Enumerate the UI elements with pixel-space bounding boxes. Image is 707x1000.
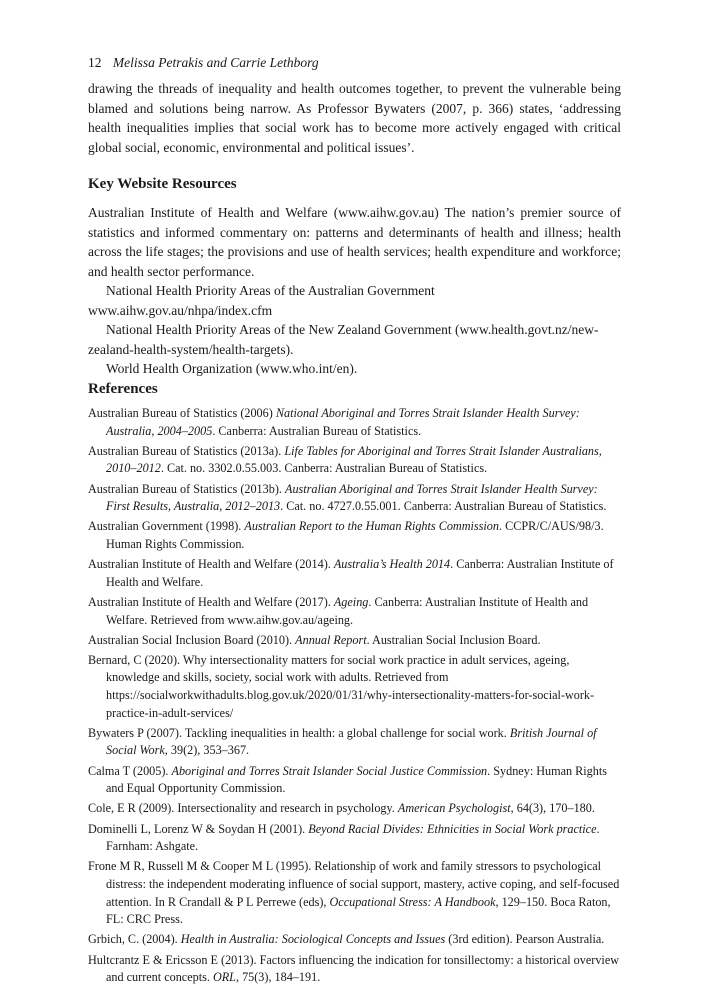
website-resources-heading: Key Website Resources bbox=[88, 176, 237, 192]
reference-text: Australian Government (1998). bbox=[88, 519, 245, 534]
reference-text: Hultcrantz E & Ericsson E (2013). Factors influencing the indication for tonsillectomy: a historical overview and current concepts. bbox=[88, 952, 620, 985]
reference-text: Cole, E R (2009). Intersectionality and research in psychology. bbox=[88, 801, 398, 816]
reference-text: Australian Social Inclusion Board (2010). bbox=[88, 632, 296, 647]
reference-text: Australian Bureau of Statistics (2006) bbox=[88, 406, 276, 420]
reference-text: Grbich, C. (2004). bbox=[88, 932, 181, 947]
reference-item bbox=[88, 443, 621, 478]
reference-text: , 39(2), 353–367. bbox=[164, 743, 250, 758]
reference-text: , 75(3), 184–191. bbox=[235, 970, 321, 985]
resource-item: National Health Priority Areas of the Australian Government www.aihw.gov.au/nhpa/index.cfm bbox=[88, 283, 435, 318]
reference-text: Australian Institute of Health and Welfare (2017). bbox=[88, 594, 334, 609]
reference-text: . Canberra: Australian Institute of Health and Welfare. bbox=[106, 557, 614, 589]
reference-title: American Psychologist bbox=[397, 801, 511, 816]
reference-item bbox=[88, 931, 621, 949]
reference-text: Dominelli L, Lorenz W & Soydan H (2001). bbox=[88, 821, 309, 836]
reference-text: . Australian Social Inclusion Board. bbox=[366, 632, 541, 647]
reference-text: Frone M R, Russell M & Cooper M L (1995). Relationship of work and family stressors to psychological distress: the independent moderating influence of social support, mastery, active coping, and self-focused attention. In R Crandall & P L Perrewe (eds), bbox=[88, 859, 620, 909]
reference-item bbox=[88, 594, 621, 629]
reference-text: . Canberra: Australian Institute of Health and Welfare. Retrieved from www.aihw.gov.au/ageing. bbox=[106, 594, 589, 627]
reference-text: (3rd edition). Pearson Australia. bbox=[445, 932, 605, 947]
reference-text: . Canberra: Australian Bureau of Statistics. bbox=[212, 423, 422, 438]
reference-title: Australia’s Health 2014 bbox=[333, 557, 451, 572]
reference-item bbox=[88, 725, 621, 760]
reference-title: British Journal of Social Work bbox=[106, 725, 597, 758]
reference-text: , 64(3), 170–180. bbox=[510, 801, 595, 816]
reference-item bbox=[88, 556, 621, 591]
intro-paragraph: drawing the threads of inequality and health outcomes together, to prevent the vulnerable being blamed and solutions being narrow. As Professor Bywaters (2007, p. 366) states, ‘addressing health inequalities implies that social work has to become more actively engaged with critical global social, economic, environmental and political issues’. bbox=[88, 81, 621, 155]
reference-text: . Sydney: Human Rights and Equal Opportunity Commission. bbox=[106, 763, 608, 796]
reference-title: National Aboriginal and Torres Strait Islander Health Survey: Australia, 2004–2005 bbox=[106, 406, 580, 438]
reference-title: Ageing bbox=[333, 594, 369, 609]
reference-text: . Cat. no. 3302.0.55.003. Canberra: Australian Bureau of Statistics. bbox=[160, 461, 488, 476]
reference-item bbox=[88, 858, 621, 928]
reference-text: . Cat. no. 4727.0.55.001. Canberra: Australian Bureau of Statistics. bbox=[280, 499, 607, 514]
reference-title: Australian Report to the Human Rights Commission bbox=[244, 519, 499, 534]
references-heading: References bbox=[88, 381, 158, 397]
reference-item bbox=[88, 518, 621, 553]
reference-text: , 129–150. Boca Raton, FL: CRC Press. bbox=[106, 894, 611, 927]
reference-text: . CCPR/C/AUS/98/3. Human Rights Commission. bbox=[106, 519, 604, 551]
reference-text: Australian Bureau of Statistics (2013a). bbox=[88, 443, 285, 458]
running-head bbox=[88, 54, 621, 72]
reference-text: Australian Institute of Health and Welfare (2014). bbox=[88, 557, 334, 572]
reference-item bbox=[88, 652, 621, 722]
reference-text: . Farnham: Ashgate. bbox=[106, 821, 600, 854]
running-head-authors: Melissa Petrakis and Carrie Lethborg bbox=[112, 55, 319, 70]
reference-item bbox=[88, 952, 621, 987]
reference-title: Health in Australia: Sociological Concepts and Issues bbox=[180, 932, 446, 947]
reference-text: Bernard, C (2020). Why intersectionality matters for social work practice in adult services, ageing, knowledge and skills, society, social work with adults. Retrieved from https://socialworkwithadults.blog.gov.uk/2020/01/31/why-intersectionality-matters-for-social-work-practice-in-adult-services/ bbox=[88, 652, 595, 720]
references-list bbox=[88, 405, 621, 989]
page-number: 12 bbox=[88, 55, 102, 70]
reference-item bbox=[88, 800, 621, 818]
reference-item bbox=[88, 481, 621, 516]
reference-text: Bywaters P (2007). Tackling inequalities in health: a global challenge for social work. bbox=[88, 725, 510, 740]
reference-title: Annual Report bbox=[295, 632, 367, 647]
reference-text: Calma T (2005). bbox=[88, 763, 172, 778]
reference-item bbox=[88, 763, 621, 798]
reference-title: Australian Aboriginal and Torres Strait Islander Health Survey: First Results, Australia, 2012–2013 bbox=[106, 481, 598, 514]
reference-item bbox=[88, 632, 621, 650]
resource-item: World Health Organization (www.who.int/en). bbox=[106, 361, 358, 376]
reference-title: ORL bbox=[212, 970, 236, 985]
reference-text: Australian Bureau of Statistics (2013b). bbox=[88, 481, 285, 496]
reference-item bbox=[88, 821, 621, 856]
reference-title: Life Tables for Aboriginal and Torres Strait Islander Australians, 2010–2012 bbox=[106, 443, 602, 476]
reference-title: Aboriginal and Torres Strait Islander Social Justice Commission bbox=[171, 763, 488, 778]
resource-item: Australian Institute of Health and Welfare (www.aihw.gov.au) The nation’s premier source of statistics and informed commentary on: patterns and determinants of health and illness; health across the life stages; the provisions and use of health services; health expenditure and workforce; and health sector performance. bbox=[88, 205, 621, 279]
reference-title: Beyond Racial Divides: Ethnicities in Social Work practice bbox=[308, 821, 597, 836]
reference-title: Occupational Stress: A Handbook bbox=[329, 894, 496, 909]
reference-item bbox=[88, 405, 621, 440]
website-resources-list bbox=[88, 203, 621, 379]
resource-item: National Health Priority Areas of the New Zealand Government (www.health.govt.nz/new-zealand-health-system/health-targets). bbox=[88, 322, 599, 357]
